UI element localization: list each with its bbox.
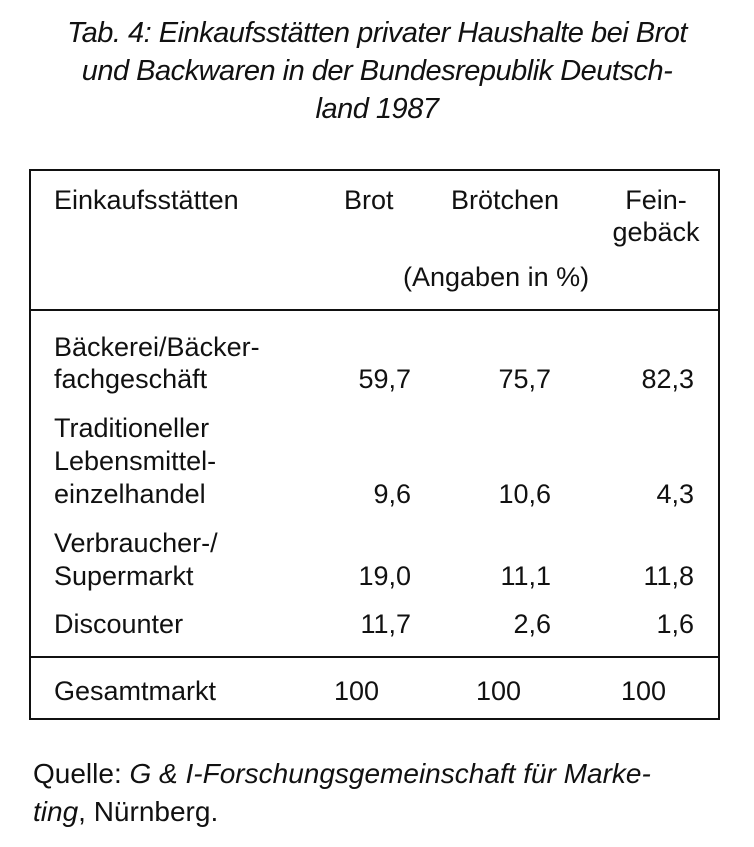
source-note <box>33 755 651 831</box>
title-line-1: Tab. 4: Einkaufsstätten privater Haushalte bei Brot <box>67 17 687 49</box>
source-org-line-2: ting <box>33 796 79 827</box>
source-org-line-1: G & I-Forschungsgemeinschaft für Marke- <box>129 758 651 789</box>
header-einkaufsstaetten: Einkaufsstätten <box>54 185 239 215</box>
total-feingebaeck: 100 <box>621 676 667 706</box>
row-label-line: einzelhandel <box>54 479 206 509</box>
header-feingebaeck-line-2: gebäck <box>612 217 700 247</box>
source-line-1 <box>33 755 651 793</box>
header-divider <box>31 309 718 311</box>
row-label-line: Traditioneller <box>54 413 210 443</box>
row-label-line: Lebensmittel- <box>54 446 217 476</box>
row-label-line: Supermarkt <box>54 561 194 591</box>
row-label-line: Verbraucher-/ <box>54 528 218 558</box>
data-table <box>29 169 720 720</box>
cell-feingebaeck: 82,3 <box>641 364 694 394</box>
cell-brot: 59,7 <box>358 364 411 394</box>
row-label-line: Bäckerei/Bäcker- <box>54 332 260 362</box>
cell-feingebaeck: 1,6 <box>656 609 694 639</box>
row-label-line: fachgeschäft <box>54 364 208 394</box>
header-feingebaeck-line-1: Fein- <box>625 185 687 215</box>
title-line-2: und Backwaren in der Bundesrepublik Deutsch- <box>81 55 673 87</box>
total-brot: 100 <box>334 676 380 706</box>
title-line-3: land 1987 <box>315 93 439 125</box>
cell-broetchen: 75,7 <box>498 364 551 394</box>
cell-brot: 11,7 <box>360 609 411 639</box>
total-broetchen: 100 <box>476 676 522 706</box>
header-broetchen: Brötchen <box>451 185 560 215</box>
row-label-line: Discounter <box>54 609 184 639</box>
cell-brot: 19,0 <box>358 561 411 591</box>
cell-feingebaeck: 4,3 <box>656 479 694 509</box>
total-divider <box>31 656 718 658</box>
table-title <box>20 14 734 128</box>
cell-feingebaeck: 11,8 <box>643 561 694 591</box>
total-label: Gesamtmarkt <box>54 676 217 706</box>
header-unit: (Angaben in %) <box>403 262 590 292</box>
cell-broetchen: 11,1 <box>500 561 551 591</box>
cell-broetchen: 2,6 <box>513 609 551 639</box>
source-line-2 <box>33 793 651 831</box>
cell-brot: 9,6 <box>373 479 411 509</box>
source-prefix: Quelle: <box>33 758 130 789</box>
source-suffix: , Nürnberg. <box>78 796 219 827</box>
header-brot: Brot <box>344 185 394 215</box>
cell-broetchen: 10,6 <box>498 479 551 509</box>
